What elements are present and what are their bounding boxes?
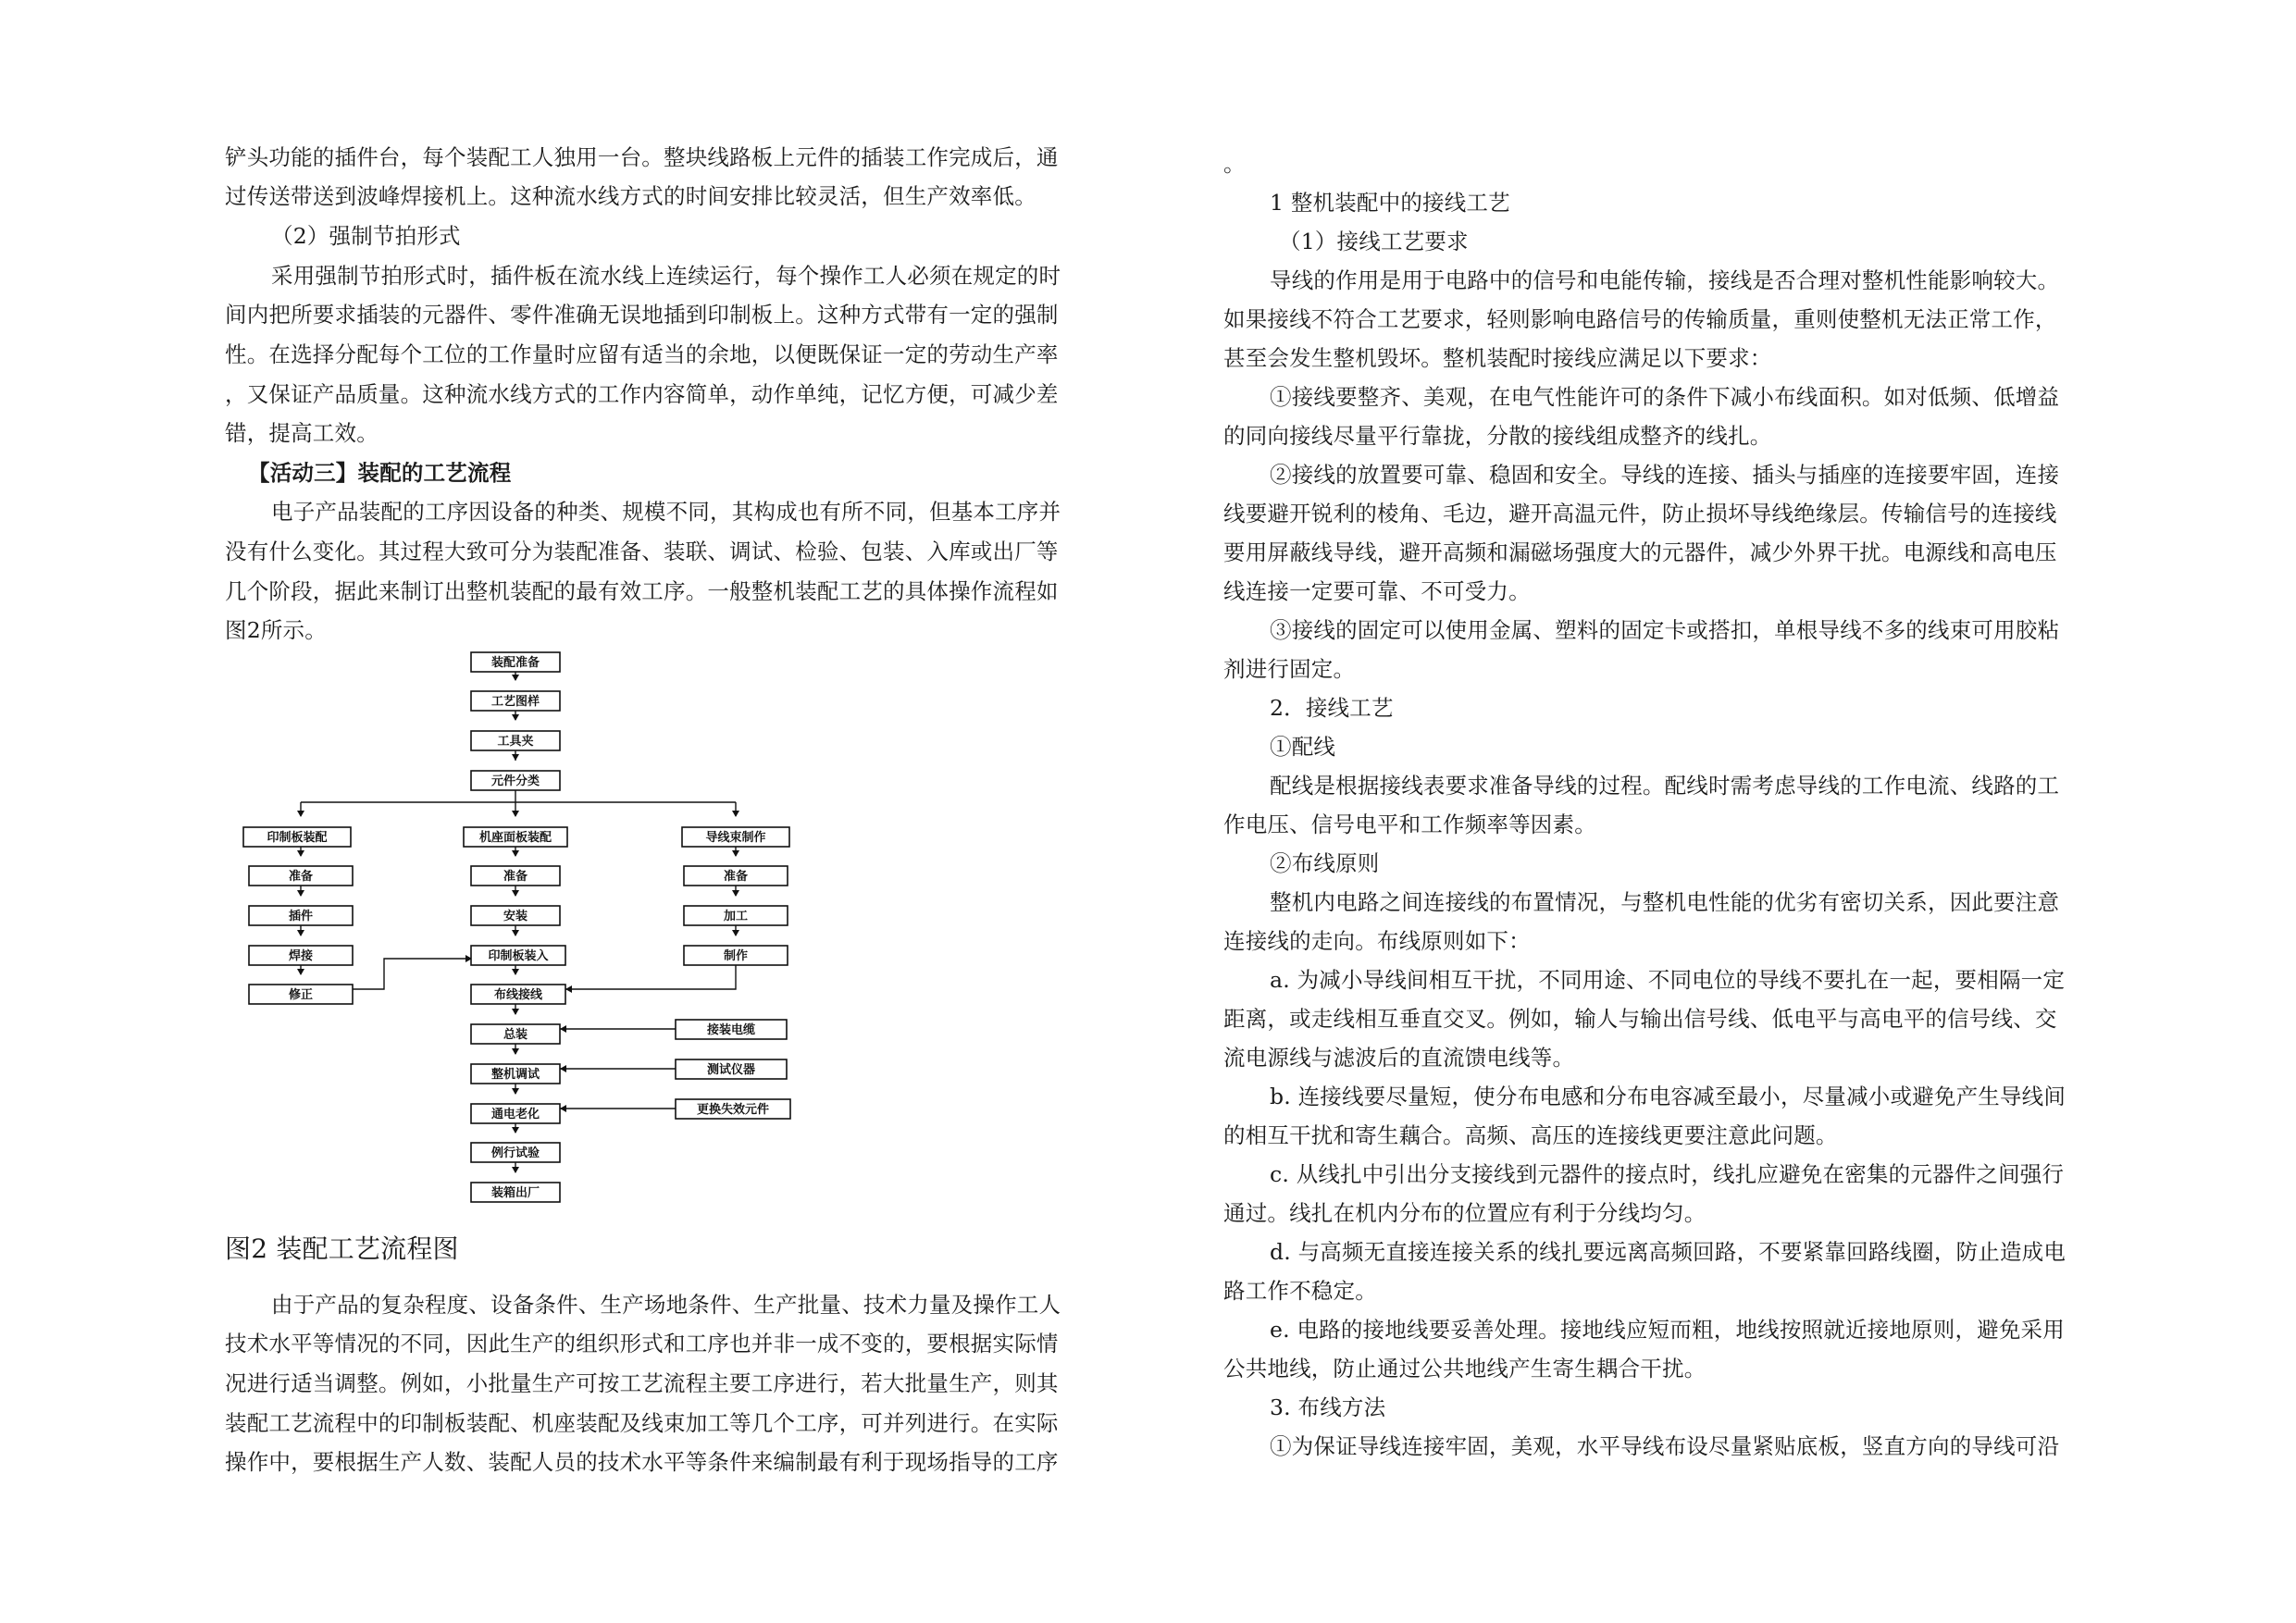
paragraph-line: 采用强制节拍形式时，插件板在流水线上连续运行，每个操作工人必须在规定的时 xyxy=(271,263,1061,289)
paragraph-line: 通过。线扎在机内分布的位置应有利于分线均匀。 xyxy=(1223,1200,1706,1226)
svg-text:总装: 总装 xyxy=(503,1028,528,1042)
paragraph-line: 间内把所要求插装的元器件、零件准确无误地插到印制板上。这种方式带有一定的强制 xyxy=(225,302,1059,328)
flow-step xyxy=(471,1024,560,1044)
flow-step xyxy=(471,652,560,672)
paragraph-line: 路工作不稳定。 xyxy=(1223,1278,1377,1304)
paragraph-line: 没有什么变化。其过程大致可分为装配准备、装联、调试、检验、包装、入库或出厂等 xyxy=(225,539,1059,564)
figure-caption: 图2 装配工艺流程图 xyxy=(225,1233,459,1264)
flow-step xyxy=(243,827,351,847)
paragraph-line: 甚至会发生整机毁坏。整机装配时接线应满足以下要求： xyxy=(1223,345,1772,371)
flow-step xyxy=(249,985,353,1004)
paragraph-line: 距离，或走线相互垂直交叉。例如，输人与输出信号线、低电平与高电平的信号线、交 xyxy=(1223,1006,2057,1032)
svg-text:插件: 插件 xyxy=(288,910,314,923)
paragraph-line: 操作中，要根据生产人数、装配人员的技术水平等条件来编制最有利于现场指导的工序 xyxy=(225,1449,1059,1475)
svg-text:导线束制作: 导线束制作 xyxy=(705,831,766,845)
svg-text:元件分类: 元件分类 xyxy=(490,774,540,788)
paragraph-line: 要用屏蔽线导线，避开高频和漏磁场强度大的元器件，减少外界干扰。电源线和高电压 xyxy=(1223,539,2057,565)
svg-text:装配准备: 装配准备 xyxy=(490,656,540,670)
paragraph-line: a. 为减小导线间相互干扰，不同用途、不同电位的导线不要扎在一起，要相隔一定 xyxy=(1270,967,2066,993)
svg-text:印制板装配: 印制板装配 xyxy=(267,831,328,845)
section-heading: 3. 布线方法 xyxy=(1270,1394,1386,1420)
flow-input xyxy=(676,1059,787,1079)
paragraph-line: d. 与高频无直接连接关系的线扎要远离高频回路，不要紧靠回路线圈，防止造成电 xyxy=(1270,1239,2066,1265)
svg-text:接装电缆: 接装电缆 xyxy=(706,1023,756,1037)
paragraph-line: 如果接线不符合工艺要求，轻则影响电路信号的传输质量，重则使整机无法正常工作， xyxy=(1223,306,2057,332)
svg-text:工具夹: 工具夹 xyxy=(497,735,534,749)
flow-step xyxy=(471,985,565,1004)
flow-step xyxy=(471,946,565,965)
section-heading: 1 整机装配中的接线工艺 xyxy=(1270,190,1510,216)
paragraph-line: 剂进行固定。 xyxy=(1223,656,1356,682)
paragraph-line: 线连接一定要可靠、不可受力。 xyxy=(1223,578,1531,604)
paragraph-line: 流电源线与滤波后的直流馈电线等。 xyxy=(1223,1045,1575,1071)
paragraph-line: 整机内电路之间连接线的布置情况，与整机电性能的优劣有密切关系，因此要注意 xyxy=(1270,889,2060,915)
svg-text:制作: 制作 xyxy=(723,949,749,963)
paragraph-line: 导线的作用是用于电路中的信号和电能传输，接线是否合理对整机性能影响较大。 xyxy=(1270,267,2060,293)
svg-text:装箱出厂: 装箱出厂 xyxy=(490,1186,540,1200)
section-heading: 2．接线工艺 xyxy=(1270,695,1394,721)
svg-text:准备: 准备 xyxy=(503,870,528,884)
flow-step xyxy=(249,946,353,965)
paragraph-line: 技术水平等情况的不同，因此生产的组织形式和工序也并非一成不变的，要根据实际情 xyxy=(225,1331,1059,1357)
section-heading: ①配线 xyxy=(1270,734,1336,760)
svg-text:准备: 准备 xyxy=(723,870,749,884)
paragraph-line: 电子产品装配的工序因设备的种类、规模不同，其构成也有所不同，但基本工序并 xyxy=(271,499,1061,525)
svg-text:印制板装入: 印制板装入 xyxy=(488,949,549,963)
paragraph-line: 作电压、信号电平和工作频率等因素。 xyxy=(1223,812,1596,837)
svg-text:例行试验: 例行试验 xyxy=(490,1146,540,1160)
flow-step xyxy=(471,771,560,790)
flow-step xyxy=(471,691,560,711)
paragraph-line: e. 电路的接地线要妥善处理。接地线应短而粗，地线按照就近接地原则，避免采用 xyxy=(1270,1317,2065,1343)
flow-step xyxy=(684,906,788,925)
svg-text:测试仪器: 测试仪器 xyxy=(706,1063,756,1077)
paragraph-line: 公共地线，防止通过公共地线产生寄生耦合干扰。 xyxy=(1223,1356,1706,1381)
paragraph-line: b. 连接线要尽量短，使分布电感和分布电容减至最小，尽量减小或避免产生导线间 xyxy=(1270,1084,2066,1109)
paragraph-line: 错，提高工效。 xyxy=(225,420,379,446)
flow-step xyxy=(471,731,560,750)
flow-step xyxy=(682,827,789,847)
paragraph-line: 况进行适当调整。例如，小批量生产可按工艺流程主要工序进行，若大批量生产，则其 xyxy=(225,1370,1059,1396)
paragraph-line: 铲头功能的插件台，每个装配工人独用一台。整块线路板上元件的插装工作完成后，通 xyxy=(225,144,1059,170)
flow-step xyxy=(684,946,788,965)
paragraph-line: 线要避开锐利的棱角、毛边，避开高温元件，防止损坏导线绝缘层。传输信号的连接线 xyxy=(1223,501,2057,527)
flow-step xyxy=(471,906,560,925)
section-heading: （1）接线工艺要求 xyxy=(1279,229,1469,254)
paragraph-line: 。 xyxy=(1223,151,1246,177)
flow-input xyxy=(676,1020,787,1039)
paragraph-line: 连接线的走向。布线原则如下： xyxy=(1223,928,1531,954)
paragraph-line: ①为保证导线连接牢固，美观，水平导线布设尽量紧贴底板，竖直方向的导线可沿 xyxy=(1270,1433,2060,1459)
svg-text:更换失效元件: 更换失效元件 xyxy=(696,1103,770,1117)
section-heading: （2）强制节拍形式 xyxy=(271,223,461,249)
paragraph-line: ②接线的放置要可靠、稳固和安全。导线的连接、插头与插座的连接要牢固，连接 xyxy=(1270,462,2060,488)
flow-step xyxy=(464,827,567,847)
section-heading: ②布线原则 xyxy=(1270,850,1380,876)
svg-text:加工: 加工 xyxy=(723,910,749,923)
flow-step xyxy=(471,1143,560,1162)
svg-text:修正: 修正 xyxy=(288,988,314,1002)
flow-step xyxy=(471,1064,560,1084)
svg-text:整机调试: 整机调试 xyxy=(490,1068,540,1082)
svg-text:机座面板装配: 机座面板装配 xyxy=(478,831,552,845)
paragraph-line: ③接线的固定可以使用金属、塑料的固定卡或搭扣，单根导线不多的线束可用胶粘 xyxy=(1270,617,2060,643)
flow-step xyxy=(249,866,353,886)
paragraph-line: 配线是根据接线表要求准备导线的过程。配线时需考虑导线的工作电流、线路的工 xyxy=(1270,773,2060,799)
svg-text:焊接: 焊接 xyxy=(288,949,314,963)
flow-input xyxy=(676,1099,790,1119)
paragraph-line: 性。在选择分配每个工位的工作量时应留有适当的余地，以便既保证一定的劳动生产率 xyxy=(225,341,1059,367)
svg-text:布线接线: 布线接线 xyxy=(493,988,543,1002)
flow-step xyxy=(684,866,788,886)
paragraph-line: ①接线要整齐、美观，在电气性能许可的条件下减小布线面积。如对低频、低增益 xyxy=(1270,384,2060,410)
paragraph-line: 由于产品的复杂程度、设备条件、生产场地条件、生产批量、技术力量及操作工人 xyxy=(271,1292,1061,1318)
svg-text:安装: 安装 xyxy=(503,910,528,923)
paragraph-line: c. 从线扎中引出分支接线到元器件的接点时，线扎应避免在密集的元器件之间强行 xyxy=(1270,1161,2065,1187)
flow-step xyxy=(249,906,353,925)
paragraph-line: 装配工艺流程中的印制板装配、机座装配及线束加工等几个工序，可并列进行。在实际 xyxy=(225,1410,1059,1436)
paragraph-line: 几个阶段，据此来制订出整机装配的最有效工序。一般整机装配工艺的具体操作流程如 xyxy=(225,578,1059,604)
svg-text:通电老化: 通电老化 xyxy=(490,1108,540,1121)
svg-text:准备: 准备 xyxy=(288,870,314,884)
activity-heading: 【活动三】装配的工艺流程 xyxy=(248,460,512,486)
svg-text:工艺图样: 工艺图样 xyxy=(490,695,540,709)
paragraph-line: 的同向接线尽量平行靠拢，分散的接线组成整齐的线扎。 xyxy=(1223,423,1772,449)
paragraph-line: 的相互干扰和寄生藕合。高频、高压的连接线更要注意此问题。 xyxy=(1223,1122,1838,1148)
paragraph-line: 过传送带送到波峰焊接机上。这种流水线方式的时间安排比较灵活，但生产效率低。 xyxy=(225,183,1036,209)
paragraph-line: 图2所示。 xyxy=(225,617,327,643)
assembly-process-flowchart xyxy=(236,643,810,1217)
flow-step xyxy=(471,1183,560,1202)
flow-step xyxy=(471,1104,560,1123)
flow-step xyxy=(471,866,560,886)
paragraph-line: ，又保证产品质量。这种流水线方式的工作内容简单，动作单纯，记忆方便，可减少差 xyxy=(225,381,1059,407)
